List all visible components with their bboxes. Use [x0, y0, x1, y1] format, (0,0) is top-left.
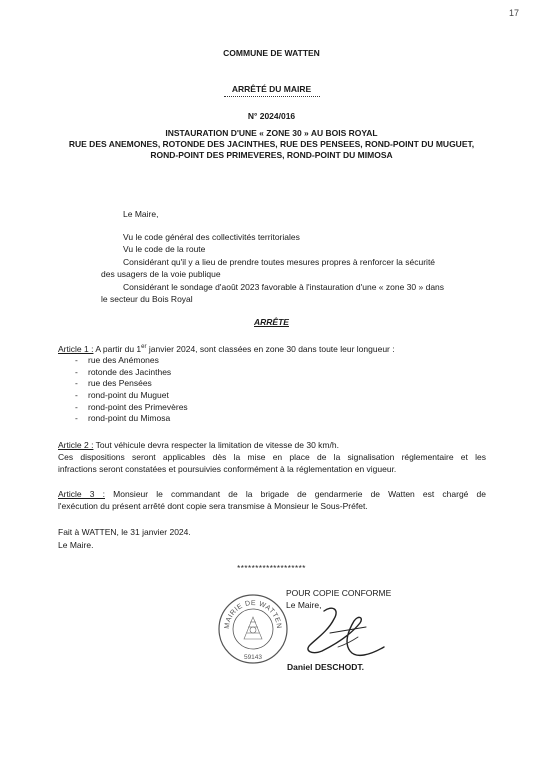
visa-code-route: Vu le code de la route: [123, 244, 206, 254]
page-number: 17: [508, 8, 519, 18]
article-2-label: Article 2 :: [58, 440, 94, 450]
arrete-du-maire-heading: ARRÊTÉ DU MAIRE: [231, 84, 312, 94]
visa-cgct: Vu le code général des collectivités territoriales: [123, 232, 300, 242]
svg-text:MAIRIE DE WATTEN: [224, 600, 282, 629]
street-list: [75, 355, 188, 425]
signatory-name: Daniel DESCHODT.: [287, 662, 364, 672]
article-1-sup: er: [141, 344, 147, 350]
article-3-line-1: [58, 489, 486, 500]
title-line-3: ROND-POINT DES PRIMEVERES, ROND-POINT DU MIMOSA: [150, 150, 393, 160]
article-3-line-2: l'exécution du présent arrêté dont copie sera transmise à Monsieur le Sous-Préfet.: [58, 501, 368, 511]
considerant-2-line-1: Considérant le sondage d'août 2023 favorable à l'instauration d'une « zone 30 » dans: [123, 282, 445, 292]
article-1-text-before: A partir du 1: [93, 343, 142, 354]
fait-le-maire: Le Maire.: [58, 540, 94, 550]
article-3-text: Monsieur le commandant de la brigade de gendarmerie de Watten est chargé de: [105, 489, 486, 499]
considerant-1-line-1: Considérant qu'il y a lieu de prendre toutes mesures propres à renforcer la sécurité: [123, 257, 436, 267]
list-item: - rond-point du Mimosa: [75, 413, 188, 425]
article-1: [58, 342, 395, 355]
arrete-title: [0, 128, 543, 161]
list-item: - rond-point du Muguet: [75, 390, 188, 402]
list-item: - rotonde des Jacinthes: [75, 367, 188, 379]
le-maire-intro: Le Maire,: [123, 209, 159, 219]
article-1-label: Article 1 :: [58, 343, 94, 354]
mairie-stamp: [217, 593, 289, 665]
pour-copie-le-maire: Le Maire,: [286, 600, 322, 610]
title-line-2: RUE DES ANEMONES, ROTONDE DES JACINTHES, RUE DES PENSEES, ROND-POINT DU MUGUET,: [68, 139, 475, 149]
list-item: - rue des Pensées: [75, 378, 188, 390]
commune-name: COMMUNE DE WATTEN: [223, 48, 320, 58]
stamp-text: MAIRIE DE WATTEN: [223, 599, 283, 630]
article-2-text: Tout véhicule devra respecter la limitation de vitesse de 30 km/h.: [93, 440, 339, 450]
stamp-code: 59143: [243, 654, 263, 661]
article-2-line-1: [58, 440, 339, 451]
mayor-signature: [294, 603, 396, 665]
list-item: - rue des Anémones: [75, 355, 188, 367]
heading-dotted-rule: [224, 88, 320, 97]
article-1-text-after: janvier 2024, sont classées en zone 30 dans toute leur longueur :: [146, 343, 395, 354]
pour-copie-conforme: POUR COPIE CONFORME: [286, 588, 392, 598]
considerant-1-line-2: des usagers de la voie publique: [101, 269, 221, 279]
article-3-label: Article 3 :: [58, 489, 105, 499]
separator-stars: *******************: [237, 564, 306, 573]
arrete-number: N° 2024/016: [247, 111, 296, 121]
arrete-keyword: ARRÊTE: [254, 317, 289, 327]
article-2-line-3: infractions seront constatées et poursuivies conformément à la réglementation en vigueur.: [58, 464, 397, 474]
fait-a-watten: Fait à WATTEN, le 31 janvier 2024.: [58, 527, 191, 537]
article-2-line-2: Ces dispositions seront applicables dès la mise en place de la signalisation réglementaire et les: [58, 452, 486, 462]
title-line-1: INSTAURATION D'UNE « ZONE 30 » AU BOIS ROYAL: [165, 128, 378, 138]
list-item: - rond-point des Primevères: [75, 402, 188, 414]
considerant-2-line-2: le secteur du Bois Royal: [101, 294, 193, 304]
